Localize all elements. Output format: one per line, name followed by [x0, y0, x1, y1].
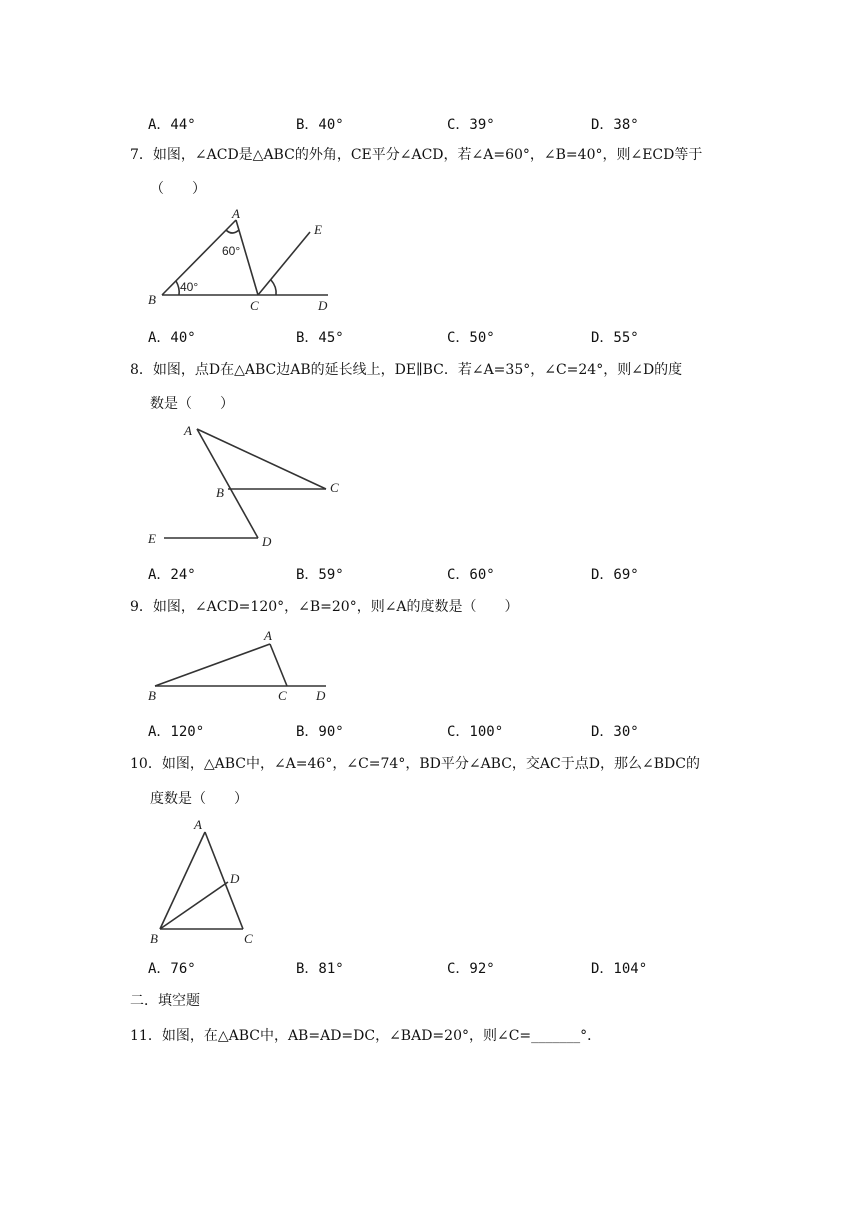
q7-figure [140, 200, 350, 315]
q7-angle-a-value: 60° [222, 244, 241, 258]
q11-stem: 11．如图，在△ABC中，AB=AD=DC，∠BAD=20°，则∠C=_______°． [130, 1028, 602, 1044]
q10-stem: 10．如图，△ABC中，∠A=46°，∠C=74°，BD平分∠ABC，交AC于点D，那么∠BDC的 [130, 756, 700, 772]
q10-option-b: B．81° [296, 961, 344, 977]
q7-option-d: D．55° [591, 330, 639, 346]
q7-label-e: E [314, 222, 322, 237]
q9-line-ac [270, 644, 287, 686]
section-title-fill-in: 二．填空题 [130, 993, 200, 1009]
q8-line-ac [197, 429, 326, 489]
q8-option-c: C．60° [447, 567, 495, 583]
q10-label-d: D [230, 871, 240, 886]
q10-option-a: A．76° [148, 961, 196, 977]
q8-label-b: B [216, 485, 224, 500]
q9-stem: 9．如图，∠ACD=120°，∠B=20°，则∠A的度数是（ ） [130, 599, 519, 615]
q7-stem: 7．如图，∠ACD是△ABC的外角，CE平分∠ACD，若∠A=60°，∠B=40°，则∠ECD等于 [130, 147, 703, 163]
q7-label-b: B [148, 292, 156, 307]
q8-option-b: B．59° [296, 567, 344, 583]
q7-angle-b-value: 40° [180, 280, 199, 294]
q9-option-d: D．30° [591, 724, 639, 740]
q9-option-b: B．90° [296, 724, 344, 740]
q9-label-c: C [278, 688, 287, 703]
q8-label-c: C [330, 480, 339, 495]
q9-label-d: D [316, 688, 326, 703]
q7-angle-arc-a [226, 230, 239, 233]
q10-label-c: C [244, 931, 253, 946]
q9-label-b: B [148, 688, 156, 703]
q9-figure [140, 622, 350, 708]
q6-option-d: D．38° [591, 117, 639, 133]
q9-option-c: C．100° [447, 724, 504, 740]
q9-line-ba [155, 644, 270, 686]
q8-stem: 8．如图，点D在△ABC边AB的延长线上，DE∥BC．若∠A=35°，∠C=24°，则∠D的度 [130, 362, 683, 378]
q6-option-a: A．44° [148, 117, 196, 133]
q7-angle-arc-b [176, 281, 179, 295]
q7-label-a: A [232, 206, 240, 221]
q8-line-ad [197, 429, 258, 538]
q7-option-c: C．50° [447, 330, 495, 346]
q10-line-ba [160, 832, 205, 929]
q10-option-c: C．92° [447, 961, 495, 977]
q8-figure [140, 415, 350, 555]
q8-stem-continued: 数是（ ） [150, 396, 234, 412]
q10-option-d: D．104° [591, 961, 648, 977]
q8-label-d: D [262, 534, 272, 549]
q7-stem-continued: （ ） [150, 181, 206, 197]
q7-angle-arc-c [271, 280, 276, 295]
q8-option-a: A．24° [148, 567, 196, 583]
q7-label-c: C [250, 298, 259, 313]
q8-label-e: E [148, 531, 156, 546]
q10-label-a: A [194, 817, 202, 832]
q7-line-ce [258, 232, 310, 295]
q7-option-a: A．40° [148, 330, 196, 346]
q9-label-a: A [264, 628, 272, 643]
q6-option-b: B．40° [296, 117, 344, 133]
q8-option-d: D．69° [591, 567, 639, 583]
q9-option-a: A．120° [148, 724, 205, 740]
q6-option-c: C．39° [447, 117, 495, 133]
q7-label-d: D [318, 298, 328, 313]
q10-stem-continued: 度数是（ ） [150, 791, 248, 807]
q7-option-b: B．45° [296, 330, 344, 346]
q8-label-a: A [184, 423, 192, 438]
q10-label-b: B [150, 931, 158, 946]
q10-figure [140, 812, 280, 947]
